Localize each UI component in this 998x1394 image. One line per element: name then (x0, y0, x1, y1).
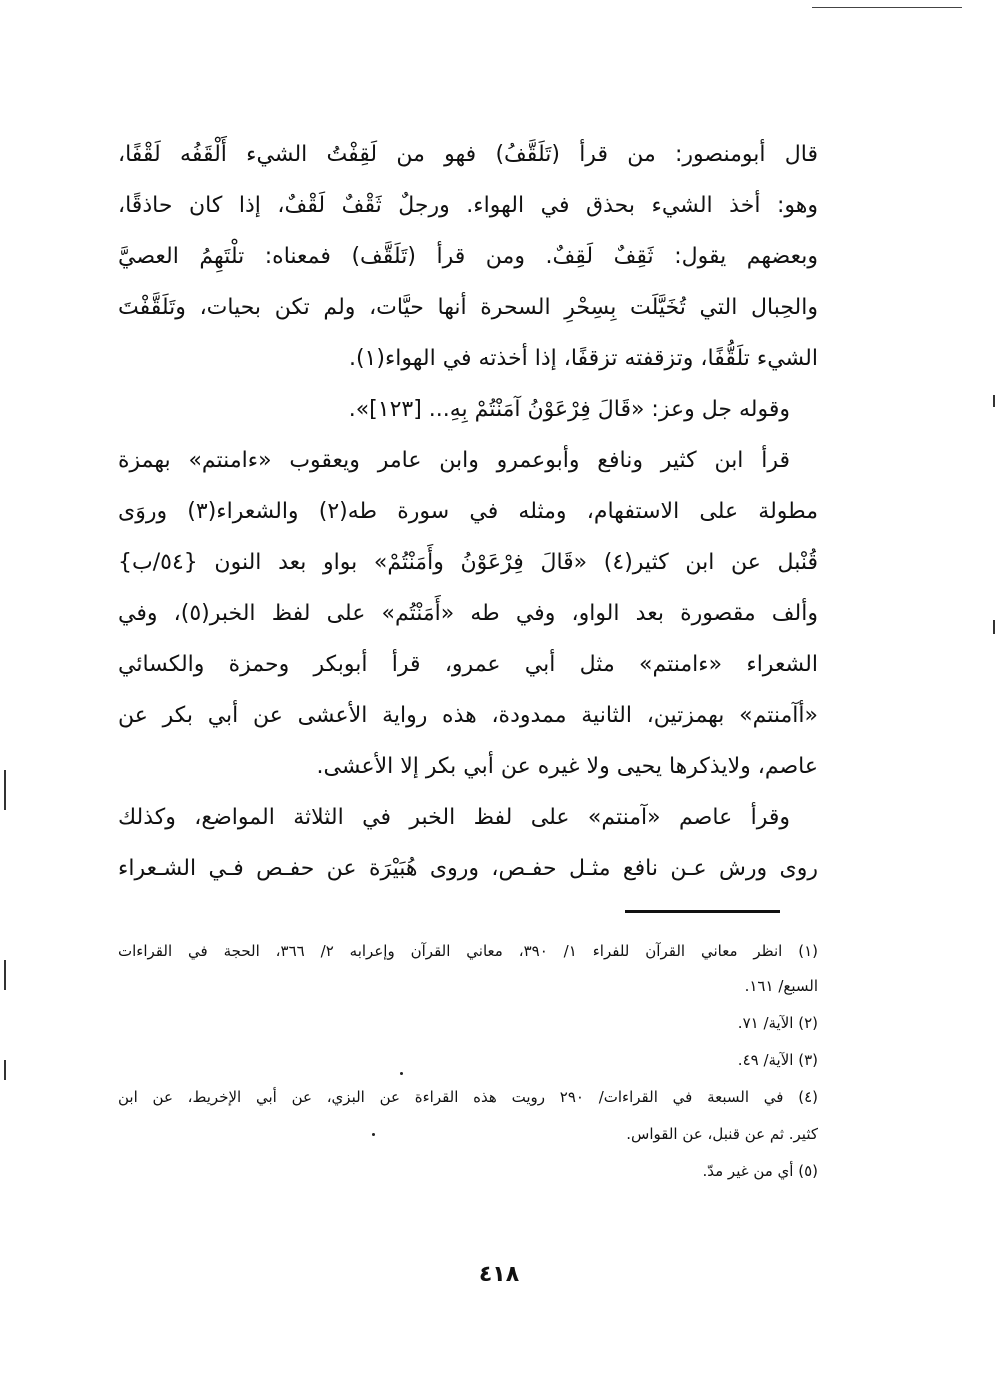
footnote-line: (٤) في السبعة في القراءات/ ٢٩٠ رويت هذه القراءة عن البزي، عن أبي الإخريط، عن ابن (118, 1088, 818, 1106)
scan-edge-mark (993, 620, 995, 634)
text-line: قُنْبل عن ابن كثير(٤) «قَالَ فِرْعَوْنُ وأَمَنْتُمْ» بواو بعد النون {٥٤/ب} (118, 550, 818, 575)
footnote-line: (٥) أي من غير مدّ. (702, 1162, 818, 1180)
text-line: «أآمنتم» بهمزتين، الثانية ممدودة، هذه رواية الأعشى عن أبي بكر عن (118, 703, 818, 728)
text-line: روى ورش عـن نافع مثـل حفـص، وروى هُبَيْرَة عن حفـص فـي الشـعراء (118, 856, 818, 881)
text-line: وبعضهم يقول: ثَقِفٌ لَقِفٌ. ومن قرأ (تَلَقَّف) فمعناه: تلْتَهِمُ العصيَّ (118, 244, 818, 269)
text-line: وهو: أخذ الشيء بحذق في الهواء. ورجلٌ ثَقْفٌ لَقْفٌ، إذا كان حاذقًا، (118, 193, 818, 218)
text-line: والحِبال التي تُخَيَّلَت بِسِحْرِ السحرة أنها حيَّات، ولم تكن بحيات، وتَلَقَّفْتَ (118, 295, 818, 320)
scan-edge-mark (4, 770, 6, 810)
footnote-line: كثير. ثم عن قنبل، عن القواس. (626, 1125, 818, 1143)
text-line: قال أبومنصور: من قرأ (تَلَقَّفُ) فهو من لَقِفْتُ الشيء أَلْقَفُه لَقْفًا، (118, 142, 818, 167)
text-line: الشعراء «ءامنتم» مثل أبي عمرو، قرأ أبوبكر وحمزة والكسائي (118, 652, 818, 677)
top-edge-rule (812, 7, 962, 8)
text-line: مطولة على الاستفهام، ومثله في سورة طه(٢) والشعراء(٣) وروَى (118, 499, 818, 524)
scan-speck (372, 1133, 375, 1136)
footnote-line: (٣) الآية/ ٤٩. (737, 1051, 818, 1069)
scan-speck (400, 1072, 403, 1075)
scan-edge-mark (4, 960, 6, 990)
text-line: عاصم، ولايذكرها يحيى ولا غيره عن أبي بكر إلا الأعشى. (316, 754, 818, 779)
text-line: وألف مقصورة بعد الواو، وفي طه «أَمَنْتُم» على لفظ الخبر(٥)، وفي (118, 601, 818, 626)
footnote-line: (١) انظر معاني القرآن للفراء ١/ ٣٩٠، معاني القرآن وإعرابه ٢/ ٣٦٦، الحجة في القراءات (118, 942, 819, 960)
text-line: وقرأ عاصم «آمنتم» على لفظ الخبر في الثلاثة المواضع، وكذلك (118, 805, 790, 830)
scan-edge-mark (993, 395, 995, 407)
verse-quote-line: وقوله جل وعز: «قَالَ فِرْعَوْنُ آمَنْتُمْ بِهِ... [١٢٣]». (348, 397, 790, 422)
footnote-line: (٢) الآية/ ٧١. (737, 1014, 818, 1032)
page-number: ٤١٨ (478, 1262, 520, 1287)
footnote-line: السبع/ ١٦١. (744, 977, 818, 995)
scan-edge-mark (4, 1060, 6, 1080)
text-line: قرأ ابن كثير ونافع وأبوعمرو وابن عامر ويعقوب «ءامنتم» بهمزة (118, 448, 790, 473)
footnote-separator (625, 910, 780, 913)
text-line: الشيء تلَقُّفًا، وتزقفته تزقفًا، إذا أخذته في الهواء(١). (348, 346, 818, 371)
